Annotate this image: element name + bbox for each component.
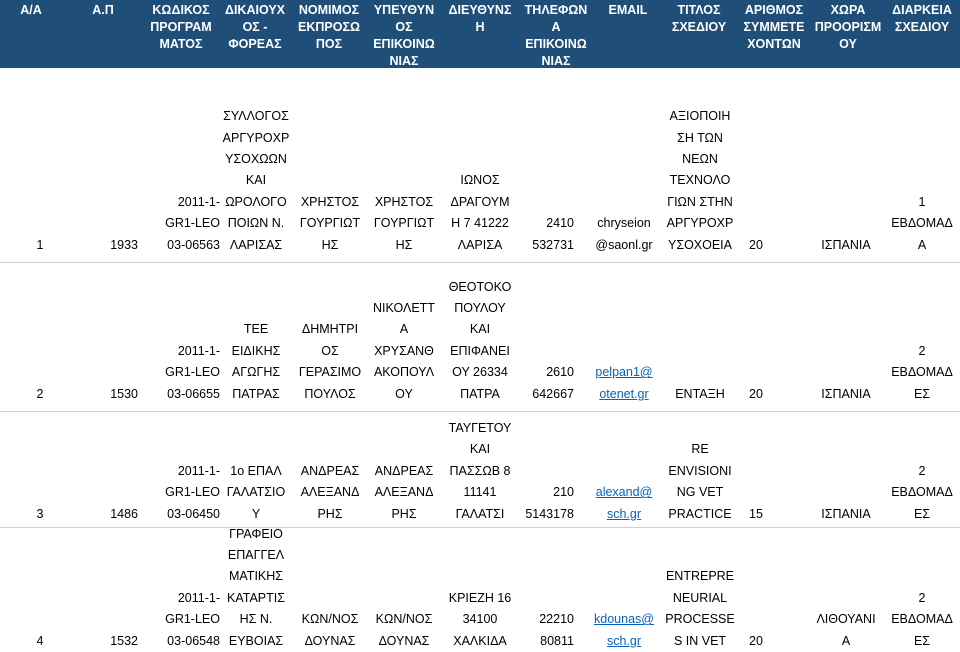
header-legal-rep-label: ΝΟΜΙΜΟΣ ΕΚΠΡΟΣΩ ΠΟΣ <box>298 3 360 51</box>
cell-title[interactable]: ΕΝΤΑΞΗ <box>675 386 725 401</box>
header-ap-label: Α.Π <box>92 3 114 17</box>
header-contact-person-label: ΥΠΕΥΘΥΝ ΟΣ ΕΠΙΚΟΙΝΩ ΝΙΑΣ <box>373 3 435 68</box>
header-beneficiary[interactable] <box>218 2 292 68</box>
cell-country[interactable]: ΛΙΘΟΥΑΝΙ Α <box>816 612 876 648</box>
header-email-label: EMAIL <box>608 3 648 17</box>
header-participants[interactable] <box>736 2 812 68</box>
header-country-label: ΧΩΡΑ ΠΡΟΟΡΙΣΜ ΟΥ <box>814 3 882 51</box>
header-country[interactable] <box>812 2 884 68</box>
cell-aa[interactable]: 4 <box>36 633 44 648</box>
cell-participants[interactable]: 20 <box>749 237 763 252</box>
cell-title[interactable]: ENTREPRE NEURIAL PROCESSE S IN VET <box>665 569 735 648</box>
cell-contact-person[interactable]: ΑΝΔΡΕΑΣ ΑΛΕΞΑΝΔ ΡΗΣ <box>374 463 434 521</box>
header-aa-label: Α/Α <box>20 3 42 17</box>
header-code[interactable] <box>144 2 218 68</box>
cell-code[interactable]: 2011-1- GR1-LEO 03-06563 <box>165 194 220 252</box>
table-row <box>0 522 960 652</box>
cell-duration[interactable]: 2 ΕΒΔΟΜΑΔ ΕΣ <box>891 463 953 521</box>
cell-beneficiary[interactable]: ΣΥΛΛΟΓΟΣ ΑΡΓΥΡΟΧΡ ΥΣΟΧΩΩΝ ΚΑΙ ΩΡΟΛΟΓΟ ΠΟΙΩΝ Ν. ΛΑΡΙΣΑΣ <box>222 109 290 252</box>
cell-country[interactable]: ΙΣΠΑΝΙΑ <box>821 237 871 252</box>
header-ap[interactable] <box>62 2 144 68</box>
header-code-label: ΚΩΔΙΚΟΣ ΠΡΟΓΡΑΜ ΜΑΤΟΣ <box>150 3 212 51</box>
header-beneficiary-label: ΔΙΚΑΙΟΥΧ ΟΣ - ΦΟΡΕΑΣ <box>224 3 286 51</box>
header-email[interactable] <box>594 2 662 68</box>
cell-beneficiary[interactable]: ΓΡΑΦΕΙΟ ΕΠΑΓΓΕΛ ΜΑΤΙΚΗΣ ΚΑΤΑΡΤΙΣ ΗΣ Ν. ΕΥΒΟΙΑΣ <box>227 526 285 648</box>
header-duration-label: ΔΙΑΡΚΕΙΑ ΣΧΕΔΙΟΥ <box>892 3 952 34</box>
cell-phone[interactable]: 22210 80811 <box>539 612 574 648</box>
cell-aa[interactable]: 1 <box>36 237 44 252</box>
cell-country[interactable]: ΙΣΠΑΝΙΑ <box>821 386 871 401</box>
cell-email-link[interactable]: alexand@ sch.gr <box>595 485 653 521</box>
cell-title[interactable]: ΑΞΙΟΠΟΙΗ ΣΗ ΤΩΝ ΝΕΩΝ ΤΕΧΝΟΛΟ ΓΙΩΝ ΣΤΗΝ ΑΡΓΥΡΟΧΡ ΥΣΟΧΟΕΙΑ <box>666 109 734 252</box>
cell-contact-person[interactable]: ΧΡΗΣΤΟΣ ΓΟΥΡΓΙΩΤ ΗΣ <box>373 194 435 252</box>
cell-country[interactable]: ΙΣΠΑΝΙΑ <box>821 506 871 521</box>
table-row <box>0 270 960 405</box>
cell-phone[interactable]: 2610 642667 <box>532 365 574 401</box>
header-phone[interactable] <box>518 2 594 68</box>
cell-contact-person[interactable]: ΝΙΚΟΛΕΤΤ Α ΧΡΥΣΑΝΘ ΑΚΟΠΟΥΛ ΟΥ <box>373 300 435 401</box>
header-legal-rep[interactable] <box>292 2 366 68</box>
header-title[interactable] <box>662 2 736 68</box>
cell-ap[interactable]: 1933 <box>110 237 138 252</box>
cell-code[interactable]: 2011-1- GR1-LEO 03-06655 <box>165 343 220 401</box>
cell-ap[interactable]: 1486 <box>110 506 138 521</box>
cell-code[interactable]: 2011-1- GR1-LEO 03-06548 <box>165 590 220 648</box>
cell-address[interactable]: ΘΕΟΤΟΚΟ ΠΟΥΛΟΥ ΚΑΙ ΕΠΙΦΑΝΕΙ ΟΥ 26334 ΠΑΤΡΑ <box>448 279 512 401</box>
header-address[interactable] <box>442 2 518 68</box>
cell-phone[interactable]: 210 5143178 <box>525 485 574 521</box>
cell-email-link[interactable]: pelpan1@ otenet.gr <box>595 365 653 401</box>
header-phone-label: ΤΗΛΕΦΩΝ Α ΕΠΙΚΟΙΝΩ ΝΙΑΣ <box>524 3 588 68</box>
header-participants-label: ΑΡΙΘΜΟΣ ΣΥΜΜΕΤΕ ΧΟΝΤΩΝ <box>743 3 805 51</box>
cell-address[interactable]: ΚΡΙΕΖΗ 16 34100 ΧΑΛΚΙΔΑ <box>448 590 512 648</box>
table-row <box>0 100 960 256</box>
row-divider <box>0 411 960 412</box>
header-duration[interactable] <box>884 2 960 68</box>
cell-beneficiary[interactable]: ΤΕΕ ΕΙΔΙΚΗΣ ΑΓΩΓΗΣ ΠΑΤΡΑΣ <box>231 322 281 401</box>
cell-title[interactable]: RE ENVISIONI NG VET PRACTICE <box>668 442 732 521</box>
table-row <box>0 418 960 525</box>
cell-address[interactable]: ΤΑΥΓΕΤΟΥ ΚΑΙ ΠΑΣΣΩΒ 8 11141 ΓΑΛΑΤΣΙ <box>448 420 512 521</box>
cell-legal-rep[interactable]: ΚΩΝ/ΝΟΣ ΔΟΥΝΑΣ <box>301 612 359 648</box>
cell-aa[interactable]: 3 <box>36 506 44 521</box>
cell-duration[interactable]: 2 ΕΒΔΟΜΑΔ ΕΣ <box>891 590 953 648</box>
header-address-label: ΔΙΕΥΘΥΝΣ Η <box>448 3 512 34</box>
cell-ap[interactable]: 1532 <box>110 633 138 648</box>
cell-participants[interactable]: 15 <box>749 506 763 521</box>
cell-aa[interactable]: 2 <box>36 386 44 401</box>
header-title-label: ΤΙΤΛΟΣ ΣΧΕΔΙΟΥ <box>671 3 727 34</box>
cell-duration[interactable]: 1 ΕΒΔΟΜΑΔ Α <box>891 194 953 252</box>
cell-code[interactable]: 2011-1- GR1-LEO 03-06450 <box>165 463 220 521</box>
cell-contact-person[interactable]: ΚΩΝ/ΝΟΣ ΔΟΥΝΑΣ <box>375 612 433 648</box>
header-aa[interactable] <box>0 2 62 68</box>
cell-address[interactable]: ΙΩΝΟΣ ΔΡΑΓΟΥΜ Η 7 41222 ΛΑΡΙΣΑ <box>450 173 510 252</box>
cell-legal-rep[interactable]: ΑΝΔΡΕΑΣ ΑΛΕΞΑΝΔ ΡΗΣ <box>300 463 360 521</box>
cell-legal-rep[interactable]: ΧΡΗΣΤΟΣ ΓΟΥΡΓΙΩΤ ΗΣ <box>299 194 361 252</box>
cell-ap[interactable]: 1530 <box>110 386 138 401</box>
cell-duration[interactable]: 2 ΕΒΔΟΜΑΔ ΕΣ <box>891 343 953 401</box>
cell-beneficiary[interactable]: 1ο ΕΠΑΛ ΓΑΛΑΤΣΙΟ Υ <box>226 463 286 521</box>
cell-legal-rep[interactable]: ΔΗΜΗΤΡΙ ΟΣ ΓΕΡΑΣΙΜΟ ΠΟΥΛΟΣ <box>298 322 362 401</box>
header-contact-person[interactable] <box>366 2 442 68</box>
row-divider <box>0 262 960 263</box>
cell-phone[interactable]: 2410 532731 <box>532 216 574 252</box>
header-row <box>0 0 960 68</box>
cell-email-link[interactable]: kdounas@ sch.gr <box>594 612 654 648</box>
cell-participants[interactable]: 20 <box>749 386 763 401</box>
cell-participants[interactable]: 20 <box>749 633 763 648</box>
cell-email[interactable]: chryseion @saonl.gr <box>595 216 653 252</box>
